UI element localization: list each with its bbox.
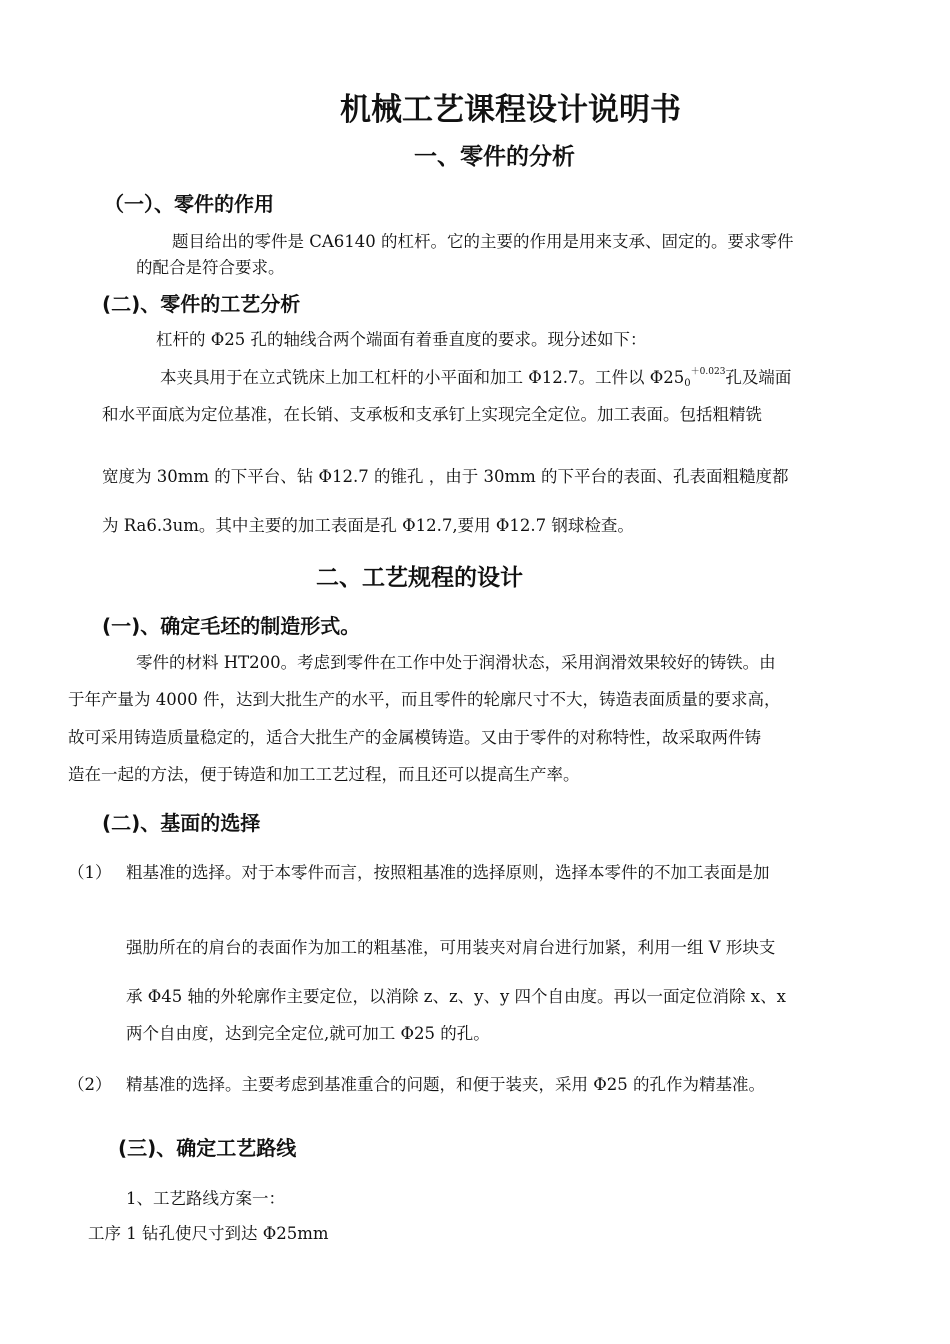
list-item-label: （2） [68, 1075, 112, 1094]
section2-heading: 二、工艺规程的设计 [316, 565, 523, 591]
paragraph-line: 的配合是符合要求。 [136, 258, 285, 277]
paragraph-line: 零件的材料 HT200。考虑到零件在工作中处于润滑状态，采用润滑效果较好的铸铁。由 [136, 653, 776, 672]
list-item-line: 承 Φ45 轴的外轮廓作主要定位，以消除 z、z、y、y 四个自由度。再以一面定位消除 x、x [126, 987, 786, 1006]
paragraph-line: 故可采用铸造质量稳定的，适合大批生产的金属模铸造。又由于零件的对称特性，故采取两件铸 [68, 728, 761, 747]
list-item-line: 两个自由度，达到完全定位,就可加工 Φ25 的孔。 [126, 1024, 490, 1043]
section2-sub1-heading: (一)、确定毛坯的制造形式。 [102, 614, 361, 638]
section1-sub2-heading: (二)、零件的工艺分析 [102, 292, 301, 316]
list-item-line: 粗基准的选择。对于本零件而言，按照粗基准的选择原则，选择本零件的不加工表面是加 [126, 863, 770, 882]
paragraph-line: 和水平面底为定位基准，在长销、支承板和支承钉上实现完全定位。加工表面。包括粗精铣 [102, 405, 762, 424]
paragraph-line: 造在一起的方法，便于铸造和加工工艺过程，而且还可以提高生产率。 [68, 765, 580, 784]
paragraph-line: 为 Ra6.3um。其中主要的加工表面是孔 Φ12.7,要用 Φ12.7 钢球检查。 [102, 516, 634, 535]
list-item-label: （1） [68, 863, 112, 882]
section2-sub2-heading: (二)、基面的选择 [102, 811, 261, 835]
paragraph-line: 题目给出的零件是 CA6140 的杠杆。它的主要的作用是用来支承、固定的。要求零件 [172, 232, 794, 251]
paragraph-line-with-tolerance [160, 364, 791, 389]
list-item-line: 精基准的选择。主要考虑到基准重合的问题，和便于装夹，采用 Φ25 的孔作为精基准。 [126, 1075, 766, 1094]
section1-heading: 一、零件的分析 [414, 144, 575, 170]
tolerance-lower: 0 [684, 378, 691, 389]
document-title: 机械工艺课程设计说明书 [340, 92, 681, 128]
paragraph-line: 杠杆的 Φ25 孔的轴线合两个端面有着垂直度的要求。现分述如下： [156, 330, 647, 349]
text-fragment: 孔及端面 [725, 368, 792, 387]
list-item-line: 强肋所在的肩台的表面作为加工的粗基准，可用装夹对肩台进行加紧，利用一组 V 形块支 [126, 938, 776, 957]
process-step: 工序 1 钻孔使尺寸到达 Φ25mm [88, 1224, 329, 1243]
route-plan-title: 1、工艺路线方案一： [126, 1189, 285, 1208]
paragraph-line: 于年产量为 4000 件，达到大批生产的水平，而且零件的轮廓尺寸不大，铸造表面质量的要求高， [68, 690, 781, 709]
section1-sub1-heading: （一）、零件的作用 [104, 192, 274, 216]
text-fragment: 本夹具用于在立式铣床上加工杠杆的小平面和加工 Φ12.7。工件以 Φ25 [160, 368, 685, 387]
tolerance-upper: ＋0.023 [690, 367, 726, 377]
section2-sub3-heading: (三)、确定工艺路线 [118, 1136, 297, 1160]
paragraph-line: 宽度为 30mm 的下平台、钻 Φ12.7 的锥孔 ，由于 30mm 的下平台的表面、孔表面粗糙度都 [102, 467, 789, 486]
